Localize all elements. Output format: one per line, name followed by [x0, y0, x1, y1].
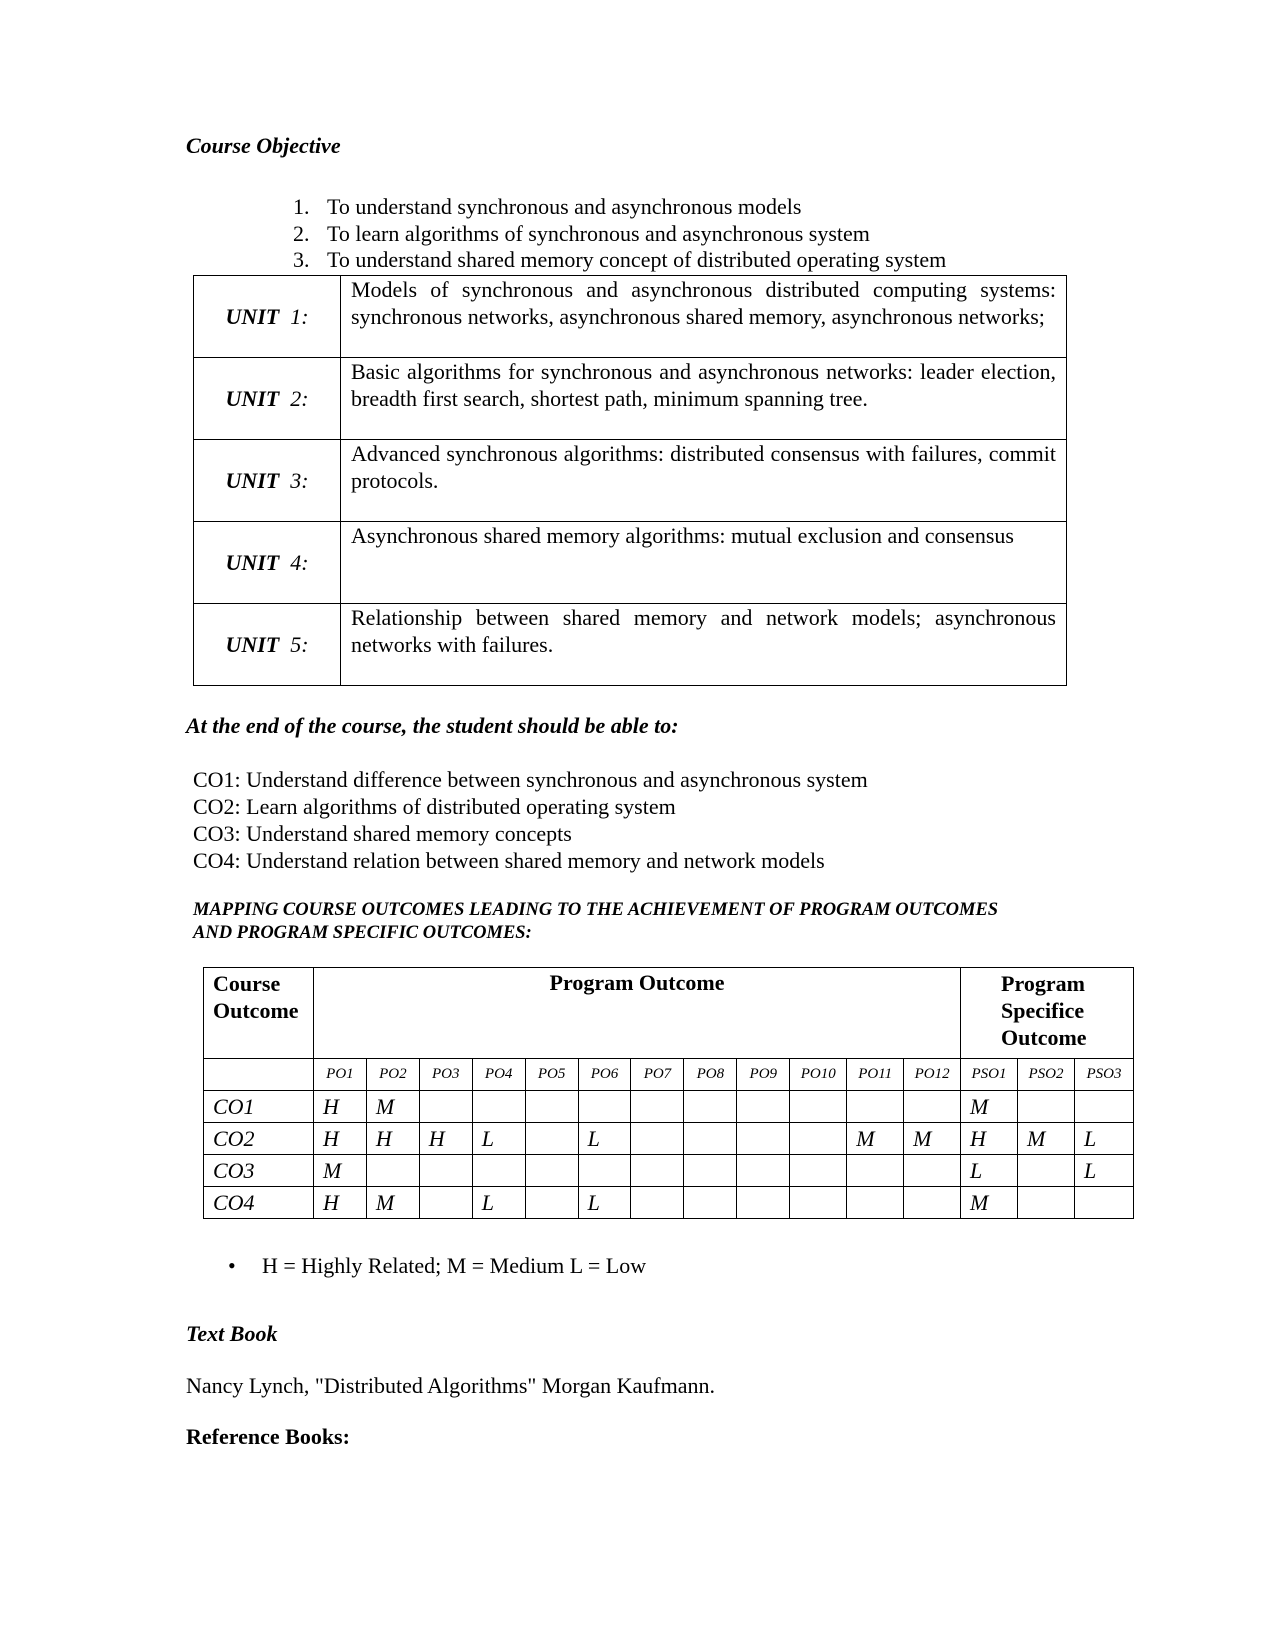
outcome-list	[193, 766, 868, 874]
mapping-cell-po1: H	[313, 1091, 366, 1123]
mapping-cell-pso1: H	[961, 1123, 1018, 1155]
mapping-cell-po10	[790, 1123, 847, 1155]
mapping-cell-po3	[419, 1187, 472, 1219]
mapping-table	[203, 967, 1134, 1219]
mapping-cell-po11	[847, 1187, 904, 1219]
unit-row	[194, 276, 1067, 358]
mapping-cell-pso2	[1018, 1155, 1075, 1187]
mapping-cell-po3	[419, 1155, 472, 1187]
unit-label: UNIT 4:	[194, 522, 341, 604]
header-course-outcome: Course Outcome	[204, 968, 314, 1059]
mapping-cell-po10	[790, 1155, 847, 1187]
mapping-header-row	[204, 968, 1134, 1059]
mapping-cell-po9	[737, 1155, 790, 1187]
mapping-cell-po6	[578, 1155, 631, 1187]
course-outcome-cell: CO2	[204, 1123, 314, 1155]
mapping-cell-po12	[904, 1155, 961, 1187]
mapping-cell-po5	[525, 1091, 578, 1123]
unit-description: Asynchronous shared memory algorithms: mutual exclusion and consensus	[341, 522, 1067, 604]
mapping-cell-po7	[631, 1123, 684, 1155]
mapping-cell-po2: H	[366, 1123, 419, 1155]
mapping-cell-po2: M	[366, 1091, 419, 1123]
header-program-outcome: Program Outcome	[313, 968, 960, 1059]
mapping-cell-po5	[525, 1155, 578, 1187]
mapping-row	[204, 1091, 1134, 1123]
mapping-cell-po4: L	[472, 1123, 525, 1155]
mapping-cell-pso2	[1018, 1091, 1075, 1123]
mapping-cell-po9	[737, 1091, 790, 1123]
mapping-cell-po8	[684, 1123, 737, 1155]
unit-description: Basic algorithms for synchronous and asynchronous networks: leader election, breadth first search, shortest path, minimum spanning tree.	[341, 358, 1067, 440]
mapping-cell-pso1: M	[961, 1091, 1018, 1123]
mapping-column-row	[204, 1059, 1134, 1091]
course-outcome-cell: CO3	[204, 1155, 314, 1187]
objective-item: 1. To understand synchronous and asynchronous models	[293, 194, 802, 219]
mapping-cell-po4: L	[472, 1187, 525, 1219]
mapping-cell-po12	[904, 1091, 961, 1123]
mapping-cell-po3: H	[419, 1123, 472, 1155]
objective-list	[293, 194, 946, 274]
mapping-cell-po11: M	[847, 1123, 904, 1155]
unit-description: Advanced synchronous algorithms: distributed consensus with failures, commit protocols.	[341, 440, 1067, 522]
mapping-cell-pso1: L	[961, 1155, 1018, 1187]
mapping-cell-po2	[366, 1155, 419, 1187]
legend-text: H = Highly Related; M = Medium L = Low	[262, 1253, 647, 1278]
mapping-cell-po10	[790, 1187, 847, 1219]
reference-books-heading: Reference Books:	[186, 1424, 350, 1449]
outcome-item: CO3: Understand shared memory concepts	[193, 821, 572, 846]
mapping-cell-po11	[847, 1155, 904, 1187]
mapping-cell-po1: H	[313, 1187, 366, 1219]
unit-description: Relationship between shared memory and network models; asynchronous networks with failures.	[341, 604, 1067, 686]
column-header-po9: PO9	[737, 1059, 790, 1091]
mapping-cell-po7	[631, 1091, 684, 1123]
mapping-cell-po12: M	[904, 1123, 961, 1155]
unit-row	[194, 440, 1067, 522]
outcome-item: CO2: Learn algorithms of distributed operating system	[193, 794, 676, 819]
mapping-row	[204, 1187, 1134, 1219]
column-header-po3: PO3	[419, 1059, 472, 1091]
mapping-cell-pso3: L	[1074, 1155, 1133, 1187]
outcome-item: CO1: Understand difference between synchronous and asynchronous system	[193, 767, 868, 792]
mapping-cell-po1: M	[313, 1155, 366, 1187]
column-header-pso1: PSO1	[961, 1059, 1018, 1091]
mapping-cell-po2: M	[366, 1187, 419, 1219]
unit-label: UNIT 3:	[194, 440, 341, 522]
mapping-cell-pso3: L	[1074, 1123, 1133, 1155]
text-book-heading: Text Book	[186, 1321, 278, 1346]
units-table	[193, 275, 1067, 686]
mapping-cell-po7	[631, 1187, 684, 1219]
mapping-cell-pso3	[1074, 1187, 1133, 1219]
mapping-cell-po5	[525, 1123, 578, 1155]
course-outcome-cell: CO1	[204, 1091, 314, 1123]
mapping-cell-po11	[847, 1091, 904, 1123]
outcomes-heading: At the end of the course, the student should be able to:	[186, 713, 679, 738]
unit-label: UNIT 2:	[194, 358, 341, 440]
mapping-cell-po8	[684, 1091, 737, 1123]
mapping-cell-po9	[737, 1187, 790, 1219]
mapping-cell-po9	[737, 1123, 790, 1155]
mapping-cell-po10	[790, 1091, 847, 1123]
unit-row	[194, 522, 1067, 604]
objective-item: 2. To learn algorithms of synchronous and asynchronous system	[293, 220, 870, 246]
mapping-cell-po4	[472, 1155, 525, 1187]
mapping-cell-po8	[684, 1155, 737, 1187]
mapping-row	[204, 1123, 1134, 1155]
mapping-cell-po6: L	[578, 1187, 631, 1219]
mapping-cell-po12	[904, 1187, 961, 1219]
mapping-cell-pso2	[1018, 1187, 1075, 1219]
unit-description: Models of synchronous and asynchronous distributed computing systems: synchronous networks, asynchronous shared memory, asynchronous networks;	[341, 276, 1067, 358]
column-header-blank	[204, 1059, 314, 1091]
mapping-cell-po7	[631, 1155, 684, 1187]
mapping-cell-po6: L	[578, 1123, 631, 1155]
bullet-icon: •	[228, 1253, 236, 1278]
objective-item: 3. To understand shared memory concept of distributed operating system	[293, 247, 947, 272]
mapping-cell-pso3	[1074, 1091, 1133, 1123]
mapping-cell-po3	[419, 1091, 472, 1123]
mapping-row	[204, 1155, 1134, 1187]
mapping-cell-po5	[525, 1187, 578, 1219]
unit-row	[194, 604, 1067, 686]
mapping-title: MAPPING COURSE OUTCOMES LEADING TO THE ACHIEVEMENT OF PROGRAM OUTCOMES AND PROGRAM SPECIFIC OUTCOMES:	[193, 900, 999, 943]
mapping-cell-pso1: M	[961, 1187, 1018, 1219]
mapping-cell-po4	[472, 1091, 525, 1123]
column-header-pso3: PSO3	[1074, 1059, 1133, 1091]
text-book-entry: Nancy Lynch, "Distributed Algorithms" Morgan Kaufmann.	[186, 1373, 715, 1398]
mapping-cell-po1: H	[313, 1123, 366, 1155]
mapping-cell-po6	[578, 1091, 631, 1123]
column-header-po10: PO10	[790, 1059, 847, 1091]
course-objective-heading: Course Objective	[186, 133, 341, 158]
mapping-cell-pso2: M	[1018, 1123, 1075, 1155]
column-header-po11: PO11	[847, 1059, 904, 1091]
column-header-po6: PO6	[578, 1059, 631, 1091]
unit-label: UNIT 5:	[194, 604, 341, 686]
column-header-po4: PO4	[472, 1059, 525, 1091]
outcome-item: CO4: Understand relation between shared memory and network models	[193, 848, 825, 873]
column-header-po8: PO8	[684, 1059, 737, 1091]
mapping-cell-po8	[684, 1187, 737, 1219]
column-header-pso2: PSO2	[1018, 1059, 1075, 1091]
column-header-po1: PO1	[313, 1059, 366, 1091]
column-header-po2: PO2	[366, 1059, 419, 1091]
legend	[228, 1253, 646, 1279]
course-outcome-cell: CO4	[204, 1187, 314, 1219]
header-program-specific-outcome: Program Specifice Outcome	[961, 968, 1134, 1059]
unit-row	[194, 358, 1067, 440]
column-header-po12: PO12	[904, 1059, 961, 1091]
unit-label: UNIT 1:	[194, 276, 341, 358]
column-header-po7: PO7	[631, 1059, 684, 1091]
column-header-po5: PO5	[525, 1059, 578, 1091]
